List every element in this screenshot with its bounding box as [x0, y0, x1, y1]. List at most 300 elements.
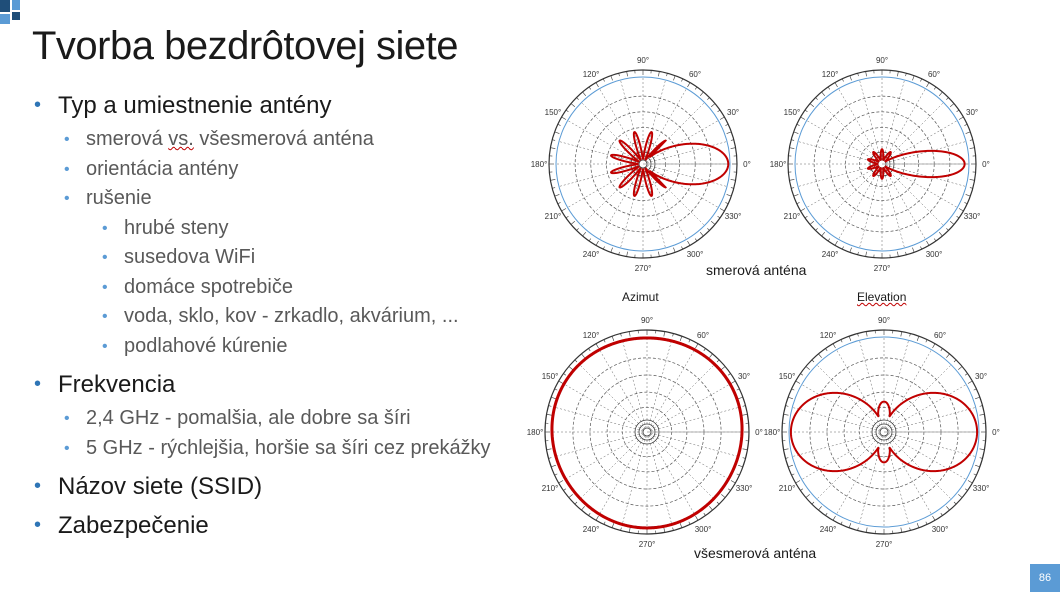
polar-tick [835, 83, 838, 87]
polar-tick [603, 246, 604, 249]
polar-angle-label: 180° [763, 428, 781, 437]
bullet-dot-icon: • [64, 131, 70, 148]
polar-tick [980, 449, 985, 450]
polar-spoke [580, 435, 644, 499]
polar-tick [920, 79, 921, 82]
polar-tick [927, 83, 930, 87]
polar-tick [805, 216, 807, 218]
polar-spoke [646, 166, 718, 208]
polar-tick [789, 179, 794, 180]
bullet-text-part: všesmerová anténa [193, 128, 374, 150]
directional-antenna-caption: smerová anténa [706, 262, 807, 278]
polar-spoke [565, 434, 644, 480]
polar-angle-label: 150° [541, 372, 559, 381]
polar-tick [964, 202, 967, 203]
polar-angle-label: 300° [931, 524, 949, 534]
polar-tick [559, 481, 563, 484]
polar-tick [589, 87, 591, 89]
polar-tick [841, 340, 842, 343]
polar-spoke [651, 407, 739, 431]
bullet-text: 2,4 GHz - pomalšia, ale dobre sa šíri [86, 407, 411, 429]
polar-spoke [839, 89, 881, 161]
polar-tick [784, 414, 789, 415]
bullet-dot-icon: • [64, 439, 70, 457]
polar-tick [550, 179, 555, 180]
polar-tick [681, 79, 682, 82]
polar-spoke [837, 435, 883, 514]
polar-spoke [839, 167, 881, 239]
bullet-dot-icon: • [34, 373, 42, 395]
polar-tick [581, 354, 584, 358]
polar-angle-label: 240° [582, 250, 600, 260]
polar-tick [810, 221, 814, 224]
polar-tick [796, 481, 800, 484]
polar-spoke [792, 433, 880, 457]
polar-tick [727, 132, 732, 134]
polar-tick [946, 506, 949, 510]
polar-tick [709, 354, 712, 358]
polar-tick [816, 228, 818, 230]
azimuth-label: Azimut [622, 290, 659, 304]
bullet-text: Frekvencia [58, 371, 176, 398]
polar-spoke [887, 435, 951, 499]
polar-tick [718, 216, 720, 218]
bullet-security [34, 510, 534, 541]
polar-tick [664, 528, 665, 533]
polar-tick [950, 221, 954, 224]
polar-tick [794, 194, 799, 196]
polar-tick [917, 336, 919, 341]
polar-tick [964, 124, 967, 125]
polar-spoke [820, 167, 879, 226]
polar-tick [912, 76, 914, 81]
polar-angle-label: 0° [743, 160, 751, 169]
polar-tick [695, 239, 697, 241]
polar-tick [696, 344, 699, 348]
bullet-text: rušenie [86, 187, 152, 209]
polar-tick [727, 194, 732, 196]
polar-spoke [886, 435, 932, 514]
polar-tick [797, 124, 800, 125]
polar-tick [611, 248, 613, 253]
polar-spoke [886, 350, 932, 429]
polar-tick [704, 513, 706, 515]
polar-tick [812, 360, 814, 362]
polar-angle-label: 330° [724, 212, 742, 221]
polar-tick [566, 110, 568, 112]
polar-tick [569, 494, 573, 497]
polar-tick [954, 360, 956, 362]
polar-spoke [792, 407, 880, 431]
polar-tick [589, 239, 591, 241]
polar-tick [571, 221, 575, 224]
polar-tick [555, 474, 558, 475]
polar-tick [596, 516, 599, 520]
polar-spoke [568, 121, 640, 163]
polar-spoke [645, 167, 687, 239]
polar-spoke [568, 166, 640, 208]
polar-tick [555, 389, 558, 390]
polar-tick [551, 397, 556, 399]
polar-tick [680, 523, 682, 528]
polar-tick [728, 489, 730, 491]
polar-spoke [645, 89, 687, 161]
polar-angle-label: 330° [735, 484, 753, 493]
polar-tick [689, 340, 690, 343]
polar-tick [728, 373, 730, 375]
polar-angle-label: 270° [634, 264, 652, 273]
polar-tick [555, 194, 560, 196]
bullet-text: hrubé steny [124, 216, 229, 239]
polar-tick [738, 465, 743, 467]
polar-tick [950, 104, 954, 107]
polar-tick [939, 232, 942, 236]
polar-spoke [651, 433, 739, 457]
interference-item [34, 302, 534, 332]
polar-tick [688, 83, 691, 87]
polar-tick [849, 336, 851, 341]
polar-tick [801, 209, 805, 212]
polar-angle-label: 240° [582, 524, 600, 534]
polar-tick [583, 232, 586, 236]
polar-tick [842, 246, 843, 249]
bullet-text: voda, sklo, kov - zrkadlo, akvárium, ... [124, 305, 459, 327]
polar-tick [700, 92, 703, 96]
bullet-dot-icon: • [102, 219, 108, 237]
polar-tick [825, 348, 827, 350]
polar-tick [707, 98, 709, 100]
polar-tick [934, 87, 936, 89]
polar-angle-label: 0° [992, 428, 1000, 437]
polar-tick [577, 98, 579, 100]
polar-tick [588, 513, 590, 515]
polar-angle-label: 210° [778, 484, 796, 493]
polar-tick [933, 516, 936, 520]
interference-item [34, 243, 534, 273]
polar-tick [680, 336, 682, 341]
polar-tick [555, 132, 560, 134]
polar-tick [897, 71, 898, 76]
polar-spoke [622, 436, 646, 524]
polar-tick [562, 209, 566, 212]
polar-tick [941, 513, 943, 515]
polar-angle-label: 270° [638, 540, 656, 549]
polar-tick [611, 76, 613, 81]
polar-angle-label: 90° [875, 56, 889, 65]
polar-tick [737, 389, 740, 390]
polar-spoke [859, 80, 880, 160]
bullet-ssid [34, 471, 534, 502]
polar-spoke [859, 436, 883, 524]
polar-angle-label: 180° [530, 160, 548, 169]
omni-antenna-caption: všesmerová anténa [694, 545, 817, 561]
sub-bullet-orientation [34, 155, 534, 185]
polar-spoke [802, 385, 881, 431]
polar-tick [959, 209, 963, 212]
slide-title: Tvorba bezdrôtovej siete [32, 24, 459, 68]
polar-spoke [802, 434, 881, 480]
polar-tick [800, 373, 802, 375]
polar-spoke [886, 165, 966, 186]
polar-tick [974, 389, 977, 390]
polar-tick [681, 246, 682, 249]
sub-bullet-frequency [34, 404, 534, 434]
polar-tick [957, 216, 959, 218]
polar-tick [581, 506, 584, 510]
polar-tick [700, 232, 703, 236]
polar-tick [927, 241, 930, 245]
polar-tick [926, 522, 927, 525]
corner-square-light [0, 14, 10, 24]
bullet-frequency [34, 369, 534, 400]
polar-spoke [646, 121, 718, 163]
polar-spoke [807, 121, 879, 163]
polar-angle-label: 90° [877, 316, 891, 325]
polar-tick [833, 344, 836, 348]
polar-spoke [798, 165, 878, 186]
polar-tick [571, 104, 575, 107]
bullet-text: domáce spotrebiče [124, 275, 293, 298]
polar-tick [704, 348, 706, 350]
polar-tick [596, 344, 599, 348]
polar-angle-label: 120° [582, 69, 600, 79]
polar-angle-label: 30° [966, 108, 979, 117]
polar-spoke [650, 365, 714, 429]
polar-tick [958, 494, 962, 497]
polar-spoke [859, 340, 883, 428]
polar-angle-label: 0° [982, 160, 990, 169]
polar-spoke [885, 340, 909, 428]
polar-spoke [885, 436, 909, 524]
polar-angle-label: 270° [873, 264, 891, 273]
interference-item [34, 214, 534, 244]
polar-tick [842, 79, 843, 82]
polar-spoke [884, 167, 926, 239]
polar-tick [966, 132, 971, 134]
polar-tick [604, 340, 605, 343]
bullet-text-part: smerová [86, 128, 169, 150]
polar-spoke [650, 385, 729, 431]
polar-tick [954, 502, 956, 504]
bullet-dot-icon: • [102, 337, 108, 355]
polar-tick [825, 513, 827, 515]
polar-tick [743, 414, 748, 415]
polar-spoke [650, 435, 714, 499]
sub-bullet-interference [34, 184, 534, 214]
polar-tick [717, 502, 719, 504]
polar-angle-label: 0° [755, 428, 763, 437]
polar-tick [709, 506, 712, 510]
polar-tick [980, 414, 985, 415]
polar-tick [673, 76, 675, 81]
polar-tick [738, 397, 743, 399]
polar-tick [965, 489, 967, 491]
bullet-dot-icon: • [102, 278, 108, 296]
polar-tick [792, 474, 795, 475]
polar-angle-label: 120° [582, 331, 600, 341]
polar-tick [806, 494, 810, 497]
polar-tick [563, 489, 565, 491]
polar-tick [559, 381, 563, 384]
polar-tick [822, 92, 825, 96]
polar-tick [588, 348, 590, 350]
polar-tick [926, 340, 927, 343]
polar-spoke [859, 168, 880, 248]
polar-tick [627, 71, 628, 76]
bullet-text: orientácia antény [86, 157, 239, 180]
polar-tick [901, 528, 902, 533]
polar-tick [583, 92, 586, 96]
polar-tick [968, 381, 972, 384]
polar-spoke [648, 340, 672, 428]
elevation-label: Elevation [857, 290, 907, 304]
bullet-dot-icon: • [34, 475, 42, 497]
polar-spoke [581, 102, 640, 161]
polar-spoke [837, 350, 883, 429]
polar-spoke [887, 434, 966, 480]
interference-item [34, 273, 534, 303]
polar-tick [828, 239, 830, 241]
polar-tick [835, 241, 838, 245]
polar-tick [866, 528, 867, 533]
polar-angle-label: 210° [541, 484, 559, 493]
polar-tick [933, 344, 936, 348]
polar-tick [566, 216, 568, 218]
polar-tick [718, 110, 720, 112]
polar-tick [792, 389, 795, 390]
polar-tick [975, 465, 980, 467]
polar-spoke [555, 433, 643, 457]
polar-spoke [555, 407, 643, 431]
polar-spoke [580, 365, 644, 429]
bullet-list [34, 90, 534, 541]
polar-spoke [887, 385, 966, 431]
spellcheck-word: vs. [168, 128, 194, 150]
polar-spoke [622, 340, 646, 428]
polar-tick [974, 474, 977, 475]
polar-tick [711, 104, 715, 107]
polar-tick [800, 489, 802, 491]
polar-tick [810, 104, 814, 107]
polar-angle-label: 240° [821, 250, 839, 260]
polar-angle-label: 120° [819, 331, 837, 341]
polar-tick [731, 148, 736, 149]
polar-tick [801, 117, 805, 120]
polar-tick [966, 194, 971, 196]
polar-angle-label: 300° [925, 250, 943, 260]
polar-tick [711, 221, 715, 224]
polar-tick [841, 522, 842, 525]
polar-angle-label: 90° [636, 56, 650, 65]
polar-tick [658, 71, 659, 76]
polar-tick [833, 516, 836, 520]
polar-tick [688, 241, 691, 245]
polar-tick [794, 132, 799, 134]
polar-tick [563, 373, 565, 375]
polar-tick [575, 360, 577, 362]
polar-angle-label: 180° [769, 160, 787, 169]
corner-square-dark [12, 12, 20, 20]
polar-tick [707, 228, 709, 230]
bullet-text: Typ a umiestnenie antény [58, 92, 332, 119]
polar-tick [627, 252, 628, 257]
bullet-dot-icon: • [64, 410, 70, 427]
polar-tick [806, 366, 810, 369]
polar-spoke [600, 350, 646, 429]
polar-tick [946, 98, 948, 100]
polar-plot-directional-azimuth [530, 56, 765, 273]
polar-spoke [888, 433, 976, 457]
polar-angle-label: 270° [875, 540, 893, 549]
polar-tick [897, 252, 898, 257]
polar-tick [946, 354, 949, 358]
polar-tick [866, 332, 867, 337]
polar-tick [664, 332, 665, 337]
polar-tick [789, 148, 794, 149]
polar-tick [784, 449, 789, 450]
polar-angle-label: 180° [526, 428, 544, 437]
polar-tick [822, 232, 825, 236]
polar-spoke [600, 89, 642, 161]
polar-tick [920, 246, 921, 249]
polar-tick [970, 179, 975, 180]
bullet-text: susedova WiFi [124, 246, 256, 268]
polar-tick [547, 414, 552, 415]
polar-tick [720, 117, 724, 120]
polar-angle-label: 150° [778, 372, 796, 381]
polar-spoke [820, 102, 879, 161]
polar-tick [812, 502, 814, 504]
sub-bullet-antenna-type [34, 125, 534, 155]
polar-tick [917, 523, 919, 528]
polar-angle-label: 90° [640, 316, 654, 325]
bullet-text: podlahové kúrenie [124, 334, 288, 357]
polar-tick [788, 397, 793, 399]
polar-tick [957, 110, 959, 112]
polar-plot-omni-azimuth [526, 316, 765, 549]
polar-angle-label: 60° [688, 69, 702, 79]
polar-angle-label: 30° [737, 372, 751, 381]
polar-tick [934, 239, 936, 241]
polar-tick [596, 241, 599, 245]
polar-tick [866, 71, 867, 76]
polar-tick [788, 465, 793, 467]
polar-tick [818, 506, 821, 510]
polar-spoke [650, 434, 729, 480]
polar-tick [939, 92, 942, 96]
bullet-dot-icon: • [64, 160, 70, 178]
polar-angle-label: 330° [963, 212, 981, 221]
polar-tick [696, 516, 699, 520]
polar-tick [547, 449, 552, 450]
polar-angle-label: 210° [783, 212, 801, 221]
polar-spoke [888, 407, 976, 431]
polar-tick [604, 522, 605, 525]
corner-square-dark [0, 0, 10, 12]
bullet-text: Názov siete (SSID) [58, 473, 263, 500]
polar-tick [577, 228, 579, 230]
page-number: 86 [1030, 564, 1060, 592]
polar-tick [958, 366, 962, 369]
polar-tick [816, 98, 818, 100]
polar-angle-label: 60° [933, 331, 947, 341]
bullet-text: 5 GHz - rýchlejšia, horšie sa šíri cez prekážky [86, 436, 491, 459]
polar-spoke [884, 89, 926, 161]
interference-item [34, 332, 534, 362]
polar-tick [959, 117, 963, 120]
polar-tick [721, 494, 725, 497]
polar-tick [965, 373, 967, 375]
